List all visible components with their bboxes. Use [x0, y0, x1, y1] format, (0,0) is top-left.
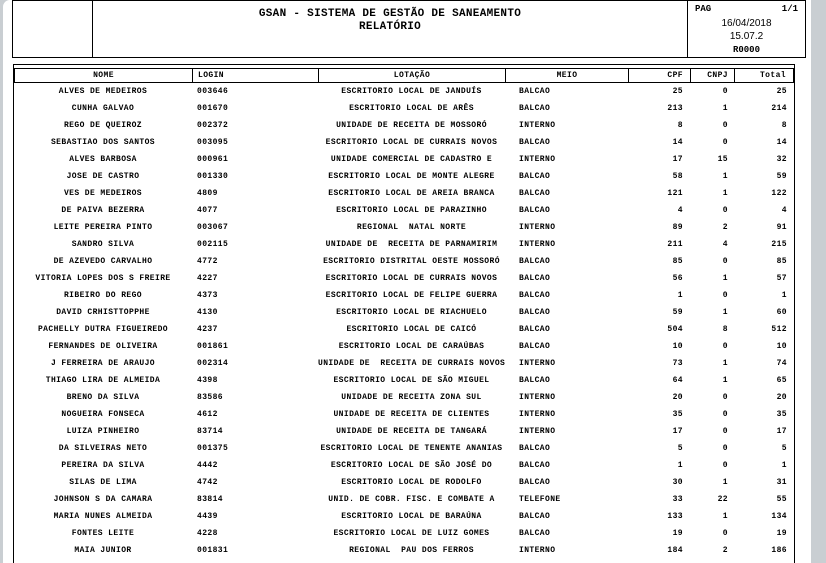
table-row [14, 406, 794, 423]
cell-login: 4742 [197, 478, 218, 487]
cell-cpf: 25 [672, 87, 683, 96]
cell-cnpj: 0 [722, 427, 728, 436]
table-row [14, 185, 794, 202]
table-row [14, 202, 794, 219]
cell-meio: BALCAO [519, 206, 551, 215]
cell-login: 4373 [197, 291, 218, 300]
cell-meio: BALCAO [519, 257, 551, 266]
cell-nome: SILAS DE LIMA [69, 478, 137, 487]
cell-cpf: 5 [677, 444, 683, 453]
report-code: R0000 [732, 44, 760, 55]
cell-meio: BALCAO [519, 325, 551, 334]
cell-meio: BALCAO [519, 104, 551, 113]
cell-nome: J FERREIRA DE ARAUJO [50, 359, 155, 368]
column-header-nome: NOME [15, 69, 193, 82]
cell-cnpj: 0 [722, 138, 728, 147]
report-subtitle: RELATÓRIO [358, 21, 422, 33]
cell-lotacao: ESCRITORIO LOCAL DE CURRAIS NOVOS [325, 274, 498, 283]
cell-total: 134 [771, 512, 787, 521]
cell-login: 4442 [197, 461, 218, 470]
cell-meio: INTERNO [519, 155, 556, 164]
cell-meio: BALCAO [519, 172, 551, 181]
cell-lotacao: REGIONAL NATAL NORTE [356, 223, 467, 232]
cell-meio: BALCAO [519, 87, 551, 96]
column-header-cnpj: CNPJ [691, 69, 735, 82]
cell-cpf: 19 [672, 529, 683, 538]
cell-total: 19 [776, 529, 787, 538]
cell-lotacao: ESCRITORIO LOCAL DE JANDUÍS [341, 87, 482, 96]
cell-login: 003646 [197, 87, 229, 96]
cell-lotacao: ESCRITORIO LOCAL DE SÃO JOSÉ DO [330, 461, 493, 470]
cell-total: 512 [771, 325, 787, 334]
cell-login: 4398 [197, 376, 218, 385]
cell-cpf: 56 [672, 274, 683, 283]
cell-lotacao: ESCRITORIO LOCAL DE AREIA BRANCA [328, 189, 495, 198]
cell-login: 4130 [197, 308, 218, 317]
data-table [13, 64, 795, 563]
cell-nome: LUIZA PINHEIRO [66, 427, 140, 436]
report-meta-block [688, 1, 805, 57]
cell-total: 20 [776, 393, 787, 402]
table-row [14, 440, 794, 457]
table-row [14, 372, 794, 389]
cell-nome: VITORIA LOPES DOS S FREIRE [35, 274, 171, 283]
logo-placeholder [13, 1, 93, 57]
cell-cnpj: 1 [722, 274, 728, 283]
report-title-block [93, 1, 688, 57]
table-row [14, 355, 794, 372]
column-header-meio: MEIO [506, 69, 629, 82]
cell-total: 85 [776, 257, 787, 266]
cell-total: 74 [776, 359, 787, 368]
pag-label: PAG [695, 4, 712, 14]
cell-login: 83714 [197, 427, 224, 436]
cell-cnpj: 0 [722, 87, 728, 96]
cell-nome: ALVES DE MEDEIROS [58, 87, 148, 96]
cell-total: 122 [771, 189, 787, 198]
cell-lotacao: ESCRITORIO LOCAL DE ARÊS [349, 104, 474, 113]
cell-nome: BRENO DA SILVA [66, 393, 140, 402]
cell-cpf: 1 [677, 291, 683, 300]
cell-lotacao: ESCRITORIO LOCAL DE LUIZ GOMES [333, 529, 490, 538]
cell-cnpj: 0 [722, 444, 728, 453]
cell-meio: BALCAO [519, 376, 551, 385]
system-version: 15.07.2 [729, 31, 764, 42]
cell-total: 65 [776, 376, 787, 385]
cell-lotacao: ESCRITORIO LOCAL DE RIACHUELO [336, 308, 487, 317]
table-row [14, 508, 794, 525]
cell-total: 5 [781, 444, 787, 453]
cell-meio: BALCAO [519, 512, 551, 521]
cell-login: 4612 [197, 410, 218, 419]
cell-cnpj: 0 [722, 257, 728, 266]
page-number: 1/1 [781, 4, 798, 14]
cell-total: 10 [776, 342, 787, 351]
cell-cnpj: 0 [722, 291, 728, 300]
cell-cpf: 20 [672, 393, 683, 402]
cell-login: 4237 [197, 325, 218, 334]
column-header-lotacao: LOTAÇÃO [319, 69, 506, 82]
cell-login: 4439 [197, 512, 218, 521]
table-row [14, 168, 794, 185]
table-row [14, 253, 794, 270]
column-header-cpf: CPF [629, 69, 691, 82]
cell-cpf: 211 [667, 240, 683, 249]
cell-total: 17 [776, 427, 787, 436]
table-row [14, 491, 794, 508]
table-row [14, 287, 794, 304]
cell-meio: INTERNO [519, 121, 556, 130]
cell-cnpj: 0 [722, 342, 728, 351]
cell-login: 001670 [197, 104, 229, 113]
table-row [14, 423, 794, 440]
report-date: 16/04/2018 [721, 17, 772, 29]
cell-nome: VES DE MEDEIROS [63, 189, 142, 198]
cell-meio: INTERNO [519, 223, 556, 232]
cell-total: 1 [781, 291, 787, 300]
cell-total: 1 [781, 461, 787, 470]
cell-total: 31 [776, 478, 787, 487]
cell-cpf: 85 [672, 257, 683, 266]
cell-meio: INTERNO [519, 410, 556, 419]
cell-nome: JOSE DE CASTRO [66, 172, 140, 181]
cell-nome: REGO DE QUEIROZ [63, 121, 142, 130]
cell-login: 003067 [197, 223, 229, 232]
page-indicator [695, 3, 798, 17]
cell-cpf: 10 [672, 342, 683, 351]
cell-meio: TELEFONE [519, 495, 561, 504]
cell-lotacao: ESCRITORIO LOCAL DE SÃO MIGUEL [333, 376, 490, 385]
cell-login: 001375 [197, 444, 229, 453]
cell-meio: BALCAO [519, 478, 551, 487]
cell-nome: THIAGO LIRA DE ALMEIDA [45, 376, 161, 385]
cell-cnpj: 0 [722, 121, 728, 130]
cell-lotacao: UNIDADE DE RECEITA DE CURRAIS NOVOS [318, 359, 505, 368]
cell-cnpj: 1 [722, 308, 728, 317]
cell-cpf: 213 [667, 104, 683, 113]
cell-cpf: 30 [672, 478, 683, 487]
cell-lotacao: ESCRITORIO LOCAL DE CARAÚBAS [338, 342, 485, 351]
cell-meio: BALCAO [519, 308, 551, 317]
cell-total: 186 [771, 546, 787, 555]
cell-nome: FERNANDES DE OLIVEIRA [48, 342, 158, 351]
cell-lotacao: ESCRITORIO LOCAL DE CURRAIS NOVOS [325, 138, 498, 147]
column-header-total: Total [759, 71, 786, 80]
cell-nome: NOGUEIRA FONSECA [61, 410, 145, 419]
cell-cpf: 184 [667, 546, 683, 555]
cell-nome: RIBEIRO DO REGO [63, 291, 142, 300]
cell-nome: SEBASTIAO DOS SANTOS [50, 138, 155, 147]
cell-lotacao: UNIDADE DE RECEITA ZONA SUL [341, 393, 482, 402]
cell-lotacao: UNIDADE DE RECEITA DE TANGARÁ [336, 427, 487, 436]
cell-cpf: 58 [672, 172, 683, 181]
cell-login: 4228 [197, 529, 218, 538]
table-row [14, 321, 794, 338]
cell-cnpj: 0 [722, 410, 728, 419]
cell-nome: MAIA JUNIOR [74, 546, 132, 555]
cell-cpf: 8 [677, 121, 683, 130]
cell-meio: BALCAO [519, 189, 551, 198]
cell-total: 14 [776, 138, 787, 147]
cell-total: 59 [776, 172, 787, 181]
cell-nome: MARIA NUNES ALMEIDA [53, 512, 153, 521]
cell-lotacao: ESCRITORIO LOCAL DE TENENTE ANANIAS [320, 444, 503, 453]
table-row [14, 457, 794, 474]
cell-meio: INTERNO [519, 240, 556, 249]
cell-cpf: 33 [672, 495, 683, 504]
cell-cpf: 14 [672, 138, 683, 147]
cell-login: 001330 [197, 172, 229, 181]
cell-lotacao: UNIDADE DE RECEITA DE PARNAMIRIM [325, 240, 498, 249]
cell-total: 214 [771, 104, 787, 113]
cell-lotacao: ESCRITORIO LOCAL DE CAICÓ [346, 325, 477, 334]
cell-total: 215 [771, 240, 787, 249]
cell-total: 57 [776, 274, 787, 283]
cell-cpf: 121 [667, 189, 683, 198]
cell-cpf: 59 [672, 308, 683, 317]
cell-total: 60 [776, 308, 787, 317]
report-page [3, 0, 811, 563]
table-body [14, 83, 794, 559]
cell-cpf: 89 [672, 223, 683, 232]
cell-cpf: 4 [677, 206, 683, 215]
report-header [12, 0, 806, 58]
cell-lotacao: UNID. DE COBR. FISC. E COMBATE A [328, 495, 495, 504]
table-row [14, 236, 794, 253]
cell-cnpj: 1 [722, 189, 728, 198]
cell-login: 4809 [197, 189, 218, 198]
cell-login: 002372 [197, 121, 229, 130]
cell-lotacao: REGIONAL PAU DOS FERROS [349, 546, 474, 555]
cell-cnpj: 1 [722, 172, 728, 181]
cell-meio: BALCAO [519, 342, 551, 351]
cell-total: 55 [776, 495, 787, 504]
cell-nome: SANDRO SILVA [71, 240, 135, 249]
cell-meio: INTERNO [519, 546, 556, 555]
cell-total: 4 [781, 206, 787, 215]
table-row [14, 83, 794, 100]
cell-total: 8 [781, 121, 787, 130]
table-row [14, 304, 794, 321]
table-row [14, 219, 794, 236]
cell-nome: JOHNSON S DA CAMARA [53, 495, 153, 504]
cell-lotacao: ESCRITORIO LOCAL DE RODOLFO [341, 478, 482, 487]
cell-login: 001831 [197, 546, 229, 555]
table-row [14, 117, 794, 134]
cell-login: 003095 [197, 138, 229, 147]
cell-cnpj: 0 [722, 393, 728, 402]
cell-cpf: 133 [667, 512, 683, 521]
table-row [14, 134, 794, 151]
cell-lotacao: UNIDADE DE RECEITA DE CLIENTES [333, 410, 490, 419]
cell-cnpj: 2 [722, 546, 728, 555]
cell-cpf: 17 [672, 427, 683, 436]
cell-cpf: 73 [672, 359, 683, 368]
cell-meio: BALCAO [519, 444, 551, 453]
cell-nome: FONTES LEITE [71, 529, 135, 538]
cell-cnpj: 1 [722, 512, 728, 521]
cell-meio: BALCAO [519, 461, 551, 470]
report-title: GSAN - SISTEMA DE GESTÃO DE SANEAMENTO [258, 8, 522, 20]
cell-cnpj: 1 [722, 359, 728, 368]
table-header-row [14, 68, 794, 83]
cell-lotacao: ESCRITORIO LOCAL DE BARAÚNA [341, 512, 482, 521]
table-row [14, 525, 794, 542]
table-row [14, 100, 794, 117]
cell-login: 83814 [197, 495, 224, 504]
cell-cnpj: 1 [722, 478, 728, 487]
table-row [14, 151, 794, 168]
table-row [14, 338, 794, 355]
cell-meio: BALCAO [519, 138, 551, 147]
cell-cnpj: 0 [722, 206, 728, 215]
cell-total: 32 [776, 155, 787, 164]
cell-login: 83586 [197, 393, 224, 402]
cell-nome: PEREIRA DA SILVA [61, 461, 145, 470]
cell-cpf: 35 [672, 410, 683, 419]
cell-meio: INTERNO [519, 393, 556, 402]
cell-lotacao: ESCRITORIO LOCAL DE MONTE ALEGRE [328, 172, 495, 181]
cell-total: 25 [776, 87, 787, 96]
column-header-login: LOGIN [193, 69, 319, 82]
cell-cnpj: 8 [722, 325, 728, 334]
cell-meio: BALCAO [519, 291, 551, 300]
cell-login: 4772 [197, 257, 218, 266]
table-row [14, 389, 794, 406]
cell-cnpj: 22 [717, 495, 728, 504]
cell-cpf: 504 [667, 325, 683, 334]
cell-cnpj: 0 [722, 529, 728, 538]
cell-cpf: 1 [677, 461, 683, 470]
cell-nome: LEITE PEREIRA PINTO [53, 223, 153, 232]
cell-cnpj: 4 [722, 240, 728, 249]
cell-total: 91 [776, 223, 787, 232]
cell-login: 4077 [197, 206, 218, 215]
cell-meio: BALCAO [519, 274, 551, 283]
cell-nome: DE PAIVA BEZERRA [61, 206, 145, 215]
cell-nome: DA SILVEIRAS NETO [58, 444, 148, 453]
cell-lotacao: ESCRITORIO DISTRITAL OESTE MOSSORÓ [323, 257, 500, 266]
cell-meio: INTERNO [519, 427, 556, 436]
cell-lotacao: UNIDADE COMERCIAL DE CADASTRO E [330, 155, 493, 164]
cell-cnpj: 2 [722, 223, 728, 232]
table-row [14, 542, 794, 559]
cell-login: 4227 [197, 274, 218, 283]
table-row [14, 474, 794, 491]
cell-lotacao: ESCRITORIO LOCAL DE FELIPE GUERRA [325, 291, 498, 300]
cell-nome: DE AZEVEDO CARVALHO [53, 257, 153, 266]
cell-cnpj: 15 [717, 155, 728, 164]
cell-login: 000961 [197, 155, 229, 164]
cell-cnpj: 1 [722, 376, 728, 385]
table-row [14, 270, 794, 287]
cell-login: 001861 [197, 342, 229, 351]
cell-nome: DAVID CRHISTTOPPHE [56, 308, 150, 317]
cell-total: 35 [776, 410, 787, 419]
cell-nome: ALVES BARBOSA [69, 155, 137, 164]
cell-lotacao: UNIDADE DE RECEITA DE MOSSORÓ [336, 121, 487, 130]
cell-login: 002115 [197, 240, 229, 249]
cell-cpf: 17 [672, 155, 683, 164]
cell-cpf: 64 [672, 376, 683, 385]
cell-lotacao: ESCRITORIO LOCAL DE PARAZINHO [336, 206, 487, 215]
cell-cnpj: 0 [722, 461, 728, 470]
cell-nome: CUNHA GALVAO [71, 104, 135, 113]
cell-cnpj: 1 [722, 104, 728, 113]
cell-meio: INTERNO [519, 359, 556, 368]
cell-login: 002314 [197, 359, 229, 368]
cell-nome: PACHELLY DUTRA FIGUEIREDO [37, 325, 169, 334]
cell-meio: BALCAO [519, 529, 551, 538]
